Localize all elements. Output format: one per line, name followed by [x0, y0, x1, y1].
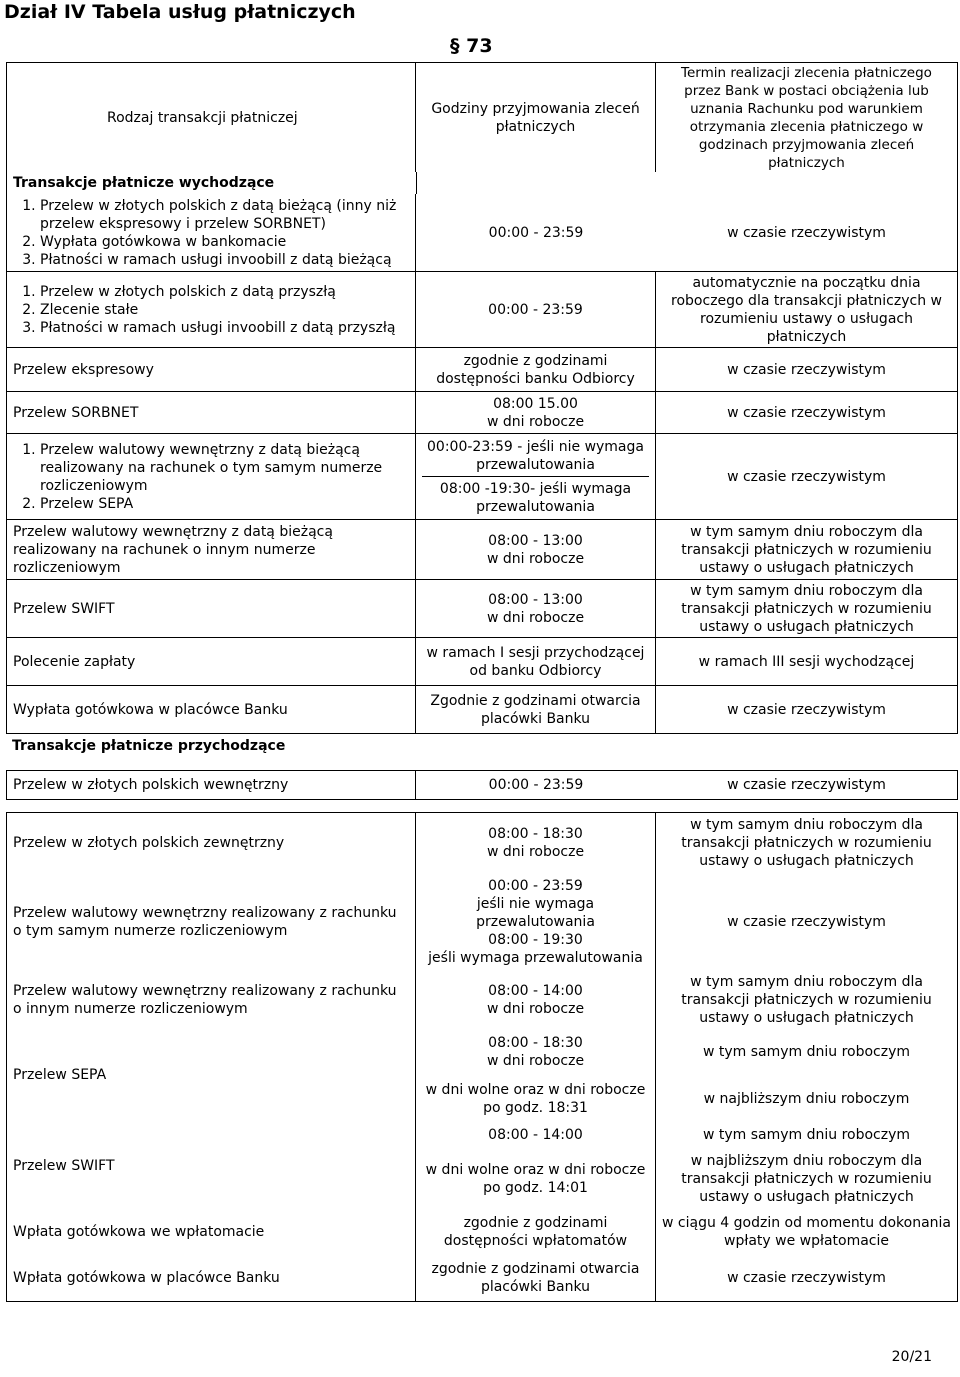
outgoing-group-1-hours [416, 194, 656, 272]
row-label: Przelew ekspresowy [13, 361, 154, 378]
term-text: w tym samym dniu roboczym [702, 1044, 911, 1060]
row-direct-debit-term [656, 638, 958, 686]
row-fx-other-outgoing-hours [416, 520, 656, 580]
hours-text: 00:00 - 23:59 [488, 301, 583, 318]
list-item: 1. Przelew w złotych polskich z datą przyszłą [40, 283, 409, 301]
list-item: 2. Przelew SEPA [40, 495, 409, 513]
term-text: w najbliższym dniu roboczym dla transakcji płatniczych w rozumieniu ustawy o usługach płatniczych [681, 1153, 932, 1205]
row-label: Wypłata gotówkowa w placówce Banku [13, 701, 288, 718]
row-cash-branch-outgoing-hours [416, 686, 656, 734]
row-express [6, 348, 416, 392]
hours-text: w dni robocze [486, 609, 585, 626]
hours-text: w dni robocze [486, 550, 585, 567]
row-sepa-incoming-hours [416, 1028, 656, 1122]
swift-term-b [656, 1148, 957, 1210]
term-text: w czasie rzeczywistym [727, 468, 886, 485]
row-label: Przelew w złotych polskich wewnętrzny [13, 777, 289, 793]
outgoing-group-3-term [656, 434, 958, 520]
hours-text: 08:00 - 13:00 [488, 591, 583, 608]
list-item: 2. Zlecenie stałe [40, 301, 409, 319]
outgoing-group-1-term [656, 194, 958, 272]
row-fx-same-incoming-term [656, 872, 958, 972]
term-text: w ciągu 4 godzin od momentu dokonania wpłaty we wpłatomacie [662, 1215, 951, 1249]
row-direct-debit [6, 638, 416, 686]
row-internal-incoming-term [656, 770, 958, 800]
term-text: w tym samym dniu roboczym dla transakcji płatniczych w rozumieniu ustawy o usługach płatniczych [681, 523, 932, 576]
services-table [6, 62, 958, 1302]
row-express-term [656, 348, 958, 392]
hours-text: 08:00 - 13:00 [488, 532, 583, 549]
row-label: Przelew walutowy wewnętrzny z datą bieżącą realizowany na rachunek o innym numerze rozliczeniowym [13, 523, 333, 576]
sepa-term-a [656, 1028, 957, 1076]
swift-hours-a [416, 1122, 655, 1148]
term-text: w czasie rzeczywistym [727, 1269, 886, 1286]
hours-text: 00:00 - 23:59 [488, 224, 584, 241]
term-text: w tym samym dniu roboczym [702, 1127, 911, 1143]
row-cash-branch-outgoing-term [656, 686, 958, 734]
list-item: 2. Wypłata gotówkowa w bankomacie [40, 233, 409, 251]
row-cash-atm-incoming [6, 1210, 416, 1254]
row-internal-incoming-hours [416, 770, 656, 800]
row-label: Wpłata gotówkowa we wpłatomacie [13, 1224, 265, 1240]
hours-text: 00:00 - 23:59 [488, 777, 584, 793]
row-external-incoming-hours [416, 812, 656, 872]
term-text: w ramach III sesji wychodzącej [698, 653, 915, 670]
outgoing-section-title-text: Transakcje płatnicze wychodzące [13, 175, 275, 191]
row-sepa-incoming-term [656, 1028, 958, 1122]
hours-text: 08:00 - 18:30 [488, 1035, 583, 1051]
swift-term-a [656, 1122, 957, 1148]
sepa-hours-b [416, 1076, 655, 1122]
incoming-section-title [6, 734, 958, 758]
outgoing-group-1 [6, 194, 416, 272]
hours-text: 00:00-23:59 - jeśli nie wymaga przewalutowania [422, 438, 649, 477]
incoming-section-title-text: Transakcje płatnicze przychodzące [12, 738, 286, 754]
section-heading: Dział IV Tabela usług płatniczych [4, 1, 356, 23]
term-text: w czasie rzeczywistym [727, 224, 886, 241]
outgoing-title-spacer-2 [656, 172, 958, 194]
term-text: w tym samym dniu roboczym dla transakcji płatniczych w rozumieniu ustawy o usługach płatniczych [681, 974, 932, 1026]
row-cash-branch-incoming [6, 1254, 416, 1302]
row-swift-incoming-hours [416, 1122, 656, 1210]
row-fx-other-incoming-term [656, 972, 958, 1028]
outgoing-group-2 [6, 272, 416, 348]
row-label: Przelew SWIFT [13, 1158, 115, 1174]
paragraph-number: § 73 [450, 35, 493, 57]
hours-text: jeśli wymaga przewalutowania [428, 950, 643, 966]
row-fx-other-outgoing-term [656, 520, 958, 580]
list-item: 1. Przelew walutowy wewnętrzny z datą bieżącą realizowany na rachunek o tym samym numerze rozliczeniowym [40, 441, 409, 495]
row-internal-incoming [6, 770, 416, 800]
outgoing-section-title [6, 172, 416, 194]
hours-text: 08:00 - 14:00 [488, 1127, 583, 1143]
outgoing-group-2-hours [416, 272, 656, 348]
header-col-type [6, 62, 416, 172]
row-swift-incoming-term [656, 1122, 958, 1210]
term-text: w najbliższym dniu roboczym [703, 1091, 910, 1107]
row-swift-incoming [6, 1122, 416, 1210]
term-text: w czasie rzeczywistym [727, 404, 886, 421]
term-text: w czasie rzeczywistym [727, 701, 886, 718]
row-fx-other-incoming-hours [416, 972, 656, 1028]
sepa-hours-a [416, 1028, 655, 1076]
list-item: 1. Przelew w złotych polskich z datą bieżącą (inny niż przelew ekspresowy i przelew SORBNET) [40, 197, 409, 233]
outgoing-group-3-hours [416, 434, 656, 520]
sepa-term-b [656, 1076, 957, 1122]
row-sorbnet-term [656, 392, 958, 434]
hours-text: 08:00 - 18:30 [488, 825, 583, 842]
row-direct-debit-hours [416, 638, 656, 686]
row-sorbnet [6, 392, 416, 434]
row-swift-outgoing-term [656, 580, 958, 638]
list-item: 3. Płatności w ramach usługi invoobill z datą bieżącą [40, 251, 409, 269]
hours-text: w dni robocze [486, 413, 585, 430]
row-swift-outgoing-hours [416, 580, 656, 638]
term-text: w czasie rzeczywistym [727, 361, 886, 378]
hours-text: 08:00 15.00 [493, 395, 578, 412]
row-label: Przelew SWIFT [13, 600, 115, 617]
hours-text: 08:00 - 19:30 [488, 932, 583, 948]
row-cash-atm-incoming-hours [416, 1210, 656, 1254]
row-fx-same-incoming [6, 872, 416, 972]
row-external-incoming-term [656, 812, 958, 872]
row-label: Przelew w złotych polskich zewnętrzny [13, 834, 285, 851]
hours-text: 08:00 - 14:00 [488, 983, 583, 999]
hours-text: w dni robocze [486, 1001, 585, 1017]
hours-text: Zgodnie z godzinami otwarcia placówki Banku [430, 692, 641, 727]
hours-text: zgodnie z godzinami dostępności banku Odbiorcy [436, 352, 635, 387]
row-label: Przelew SEPA [13, 1067, 107, 1083]
header-col-hours [416, 62, 656, 172]
term-text: automatycznie na początku dnia roboczego dla transakcji płatniczych w rozumieniu ustawy o usługach płatniczych [671, 274, 942, 345]
row-cash-branch-incoming-term [656, 1254, 958, 1302]
row-fx-other-outgoing [6, 520, 416, 580]
hours-text: w ramach I sesji przychodzącej od banku Odbiorcy [426, 644, 645, 679]
row-fx-same-incoming-hours [416, 872, 656, 972]
hours-text: w dni robocze [486, 1053, 585, 1069]
term-text: w czasie rzeczywistym [727, 914, 886, 930]
swift-hours-b [416, 1148, 655, 1210]
row-label: Przelew walutowy wewnętrzny realizowany z rachunku o tym samym numerze rozliczeniowym [13, 905, 397, 939]
row-label: Przelew SORBNET [13, 404, 139, 421]
hours-text: w dni robocze [486, 843, 585, 860]
row-sorbnet-hours [416, 392, 656, 434]
header-col-term-label: Termin realizacji zlecenia płatniczego przez Bank w postaci obciążenia lub uznania Rachunku pod warunkiem otrzymania zlecenia płatniczego w godzinach przyjmowania zleceń płatniczych [681, 64, 932, 171]
term-text: w tym samym dniu roboczym dla transakcji płatniczych w rozumieniu ustawy o usługach płatniczych [681, 582, 932, 635]
term-text: w tym samym dniu roboczym dla transakcji płatniczych w rozumieniu ustawy o usługach płatniczych [681, 816, 932, 869]
hours-text: 08:00 -19:30- jeśli wymaga przewalutowania [439, 480, 632, 515]
row-swift-outgoing [6, 580, 416, 638]
header-col-type-label: Rodzaj transakcji płatniczej [107, 109, 298, 126]
header-col-hours-label: Godziny przyjmowania zleceń płatniczych [431, 100, 640, 135]
hours-text: w dni wolne oraz w dni robocze po godz. 14:01 [425, 1162, 646, 1196]
hours-text: 00:00 - 23:59 [488, 878, 583, 894]
page-number: 20/21 [891, 1349, 932, 1365]
hours-text: w dni wolne oraz w dni robocze po godz. 18:31 [425, 1082, 646, 1116]
outgoing-group-3 [6, 434, 416, 520]
header-col-term [656, 62, 958, 172]
row-express-hours [416, 348, 656, 392]
row-cash-atm-incoming-term [656, 1210, 958, 1254]
row-label: Wpłata gotówkowa w placówce Banku [13, 1269, 280, 1286]
row-label: Polecenie zapłaty [13, 653, 136, 670]
row-fx-other-incoming [6, 972, 416, 1028]
row-external-incoming [6, 812, 416, 872]
hours-text: jeśli nie wymaga przewalutowania [476, 896, 595, 930]
term-text: w czasie rzeczywistym [727, 777, 886, 793]
row-cash-branch-incoming-hours [416, 1254, 656, 1302]
row-sepa-incoming [6, 1028, 416, 1122]
outgoing-title-spacer-1 [416, 172, 656, 194]
hours-text: zgodnie z godzinami dostępności wpłatomatów [443, 1215, 628, 1249]
row-cash-branch-outgoing [6, 686, 416, 734]
list-item: 3. Płatności w ramach usługi invoobill z datą przyszłą [40, 319, 409, 337]
row-label: Przelew walutowy wewnętrzny realizowany z rachunku o innym numerze rozliczeniowym [13, 983, 397, 1017]
hours-text: zgodnie z godzinami otwarcia placówki Banku [431, 1260, 640, 1295]
outgoing-group-2-term [656, 272, 958, 348]
